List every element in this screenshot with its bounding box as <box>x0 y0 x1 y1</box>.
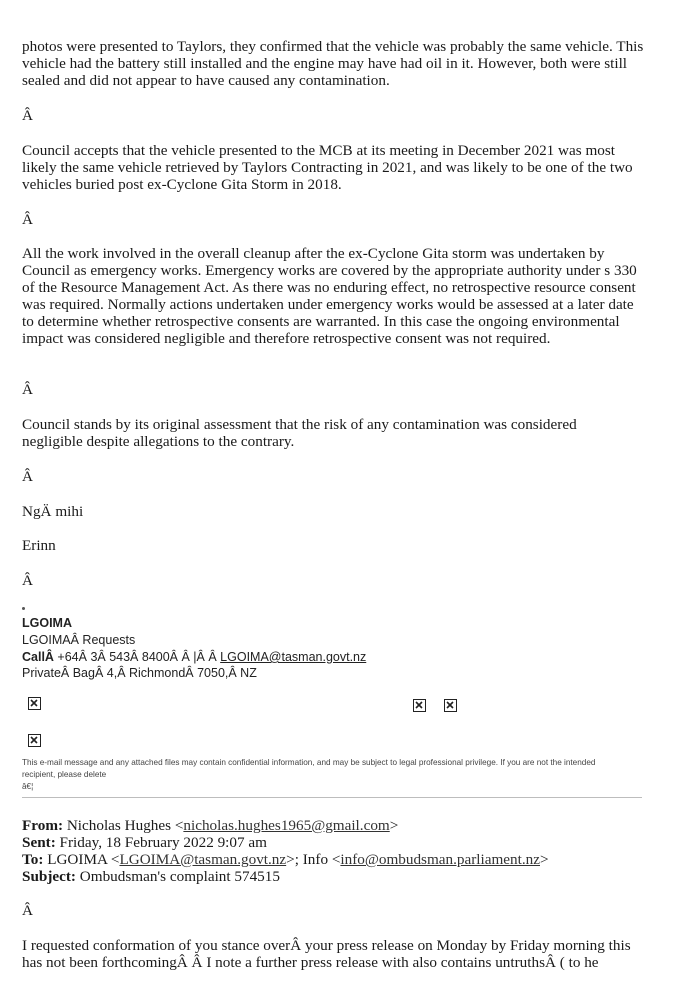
signature-team: LGOIMAÂ Requests <box>22 633 136 647</box>
from-label: From: <box>22 817 64 834</box>
divider-line <box>22 797 642 798</box>
signature-address: PrivateÂ BagÂ 4,Â RichmondÂ 7050,Â NZ <box>22 666 257 680</box>
blank-line: Â <box>22 468 33 485</box>
header-sent <box>22 834 267 851</box>
from-close: > <box>389 817 399 834</box>
from-name: Nicholas Hughes < <box>63 817 184 834</box>
blank-line: Â <box>22 902 33 919</box>
forwarded-body: I requested conformation of you stance overÂ your press release on Monday by Friday morning this has not been forthcomingÂ Â I note a further press release with also contains untruthsÂ ( to he <box>22 937 631 971</box>
greeting: NgÄ mihi <box>22 503 84 520</box>
blank-line: Â <box>22 381 33 398</box>
header-from <box>22 817 398 834</box>
confidentiality-disclaimer: This e-mail message and any attached files may contain confidential information, and may be subject to legal professional privilege. If you are not the intended recipient, please delete <box>22 758 596 779</box>
disclaimer-trail: â€¦ <box>22 782 34 791</box>
broken-image-icon <box>28 734 41 747</box>
paragraph-emergency-works: All the work involved in the overall cleanup after the ex-Cyclone Gita storm was undertaken by Council as emergency works. Emergency works are covered by the appropriate authority under s 330 of the Resource Management Act. As there was no enduring effect, no retrospective resource consent was required. Normally actions undertaken under emergency works would be assessed at a later date to determine whether retrospective consents are warranted. In this case the ongoing environmental impact was considered negligible and therefore retrospective consent was not required. <box>22 245 637 347</box>
subject-value: Ombudsman's complaint 574515 <box>76 868 280 885</box>
broken-image-icon <box>28 697 41 710</box>
sent-label: Sent: <box>22 834 56 851</box>
blank-line: Â <box>22 572 33 589</box>
from-email-link[interactable]: nicholas.hughes1965@gmail.com <box>183 817 390 834</box>
paragraph-council-accepts: Council accepts that the vehicle presented to the MCB at its meeting in December 2021 was most likely the same vehicle retrieved by Taylors Contracting in 2021, and was likely to be one of the two vehicles buried post ex-Cyclone Gita Storm in 2018. <box>22 142 633 193</box>
call-label: CallÂ <box>22 650 54 664</box>
blank-line: Â <box>22 211 33 228</box>
sent-value: Friday, 18 February 2022 9:07 am <box>55 834 267 851</box>
signature-email-link[interactable]: LGOIMA@tasman.govt.nz <box>220 650 367 664</box>
blank-line: Â <box>22 107 33 124</box>
to-label: To: <box>22 851 44 868</box>
signature-title: LGOIMA <box>22 616 72 630</box>
broken-image-icon <box>413 699 426 712</box>
paragraph-council-stands: Council stands by its original assessment that the risk of any contamination was considered negligible despite allegations to the contrary. <box>22 416 577 450</box>
to-name: LGOIMA < <box>43 851 120 868</box>
to-email-link-ombudsman[interactable]: info@ombudsman.parliament.nz <box>340 851 540 868</box>
header-subject <box>22 868 280 885</box>
header-to <box>22 851 549 868</box>
phone-number: +64Â 3Â 543Â 8400Â Â |Â Â <box>53 650 221 664</box>
to-close: > <box>539 851 549 868</box>
subject-label: Subject: <box>22 868 76 885</box>
paragraph-vehicle-photos: photos were presented to Taylors, they confirmed that the vehicle was probably the same vehicle. This vehicle had the battery still installed and the engine may have had oil in it. However, both were still sealed and did not appear to have caused any contamination. <box>22 38 644 89</box>
signature-contact <box>22 649 366 665</box>
to-mid: >; Info < <box>286 851 341 868</box>
signoff-name: Erinn <box>22 537 56 554</box>
signature-dot <box>22 607 25 610</box>
broken-image-icon <box>444 699 457 712</box>
to-email-link-lgoima[interactable]: LGOIMA@tasman.govt.nz <box>119 851 287 868</box>
